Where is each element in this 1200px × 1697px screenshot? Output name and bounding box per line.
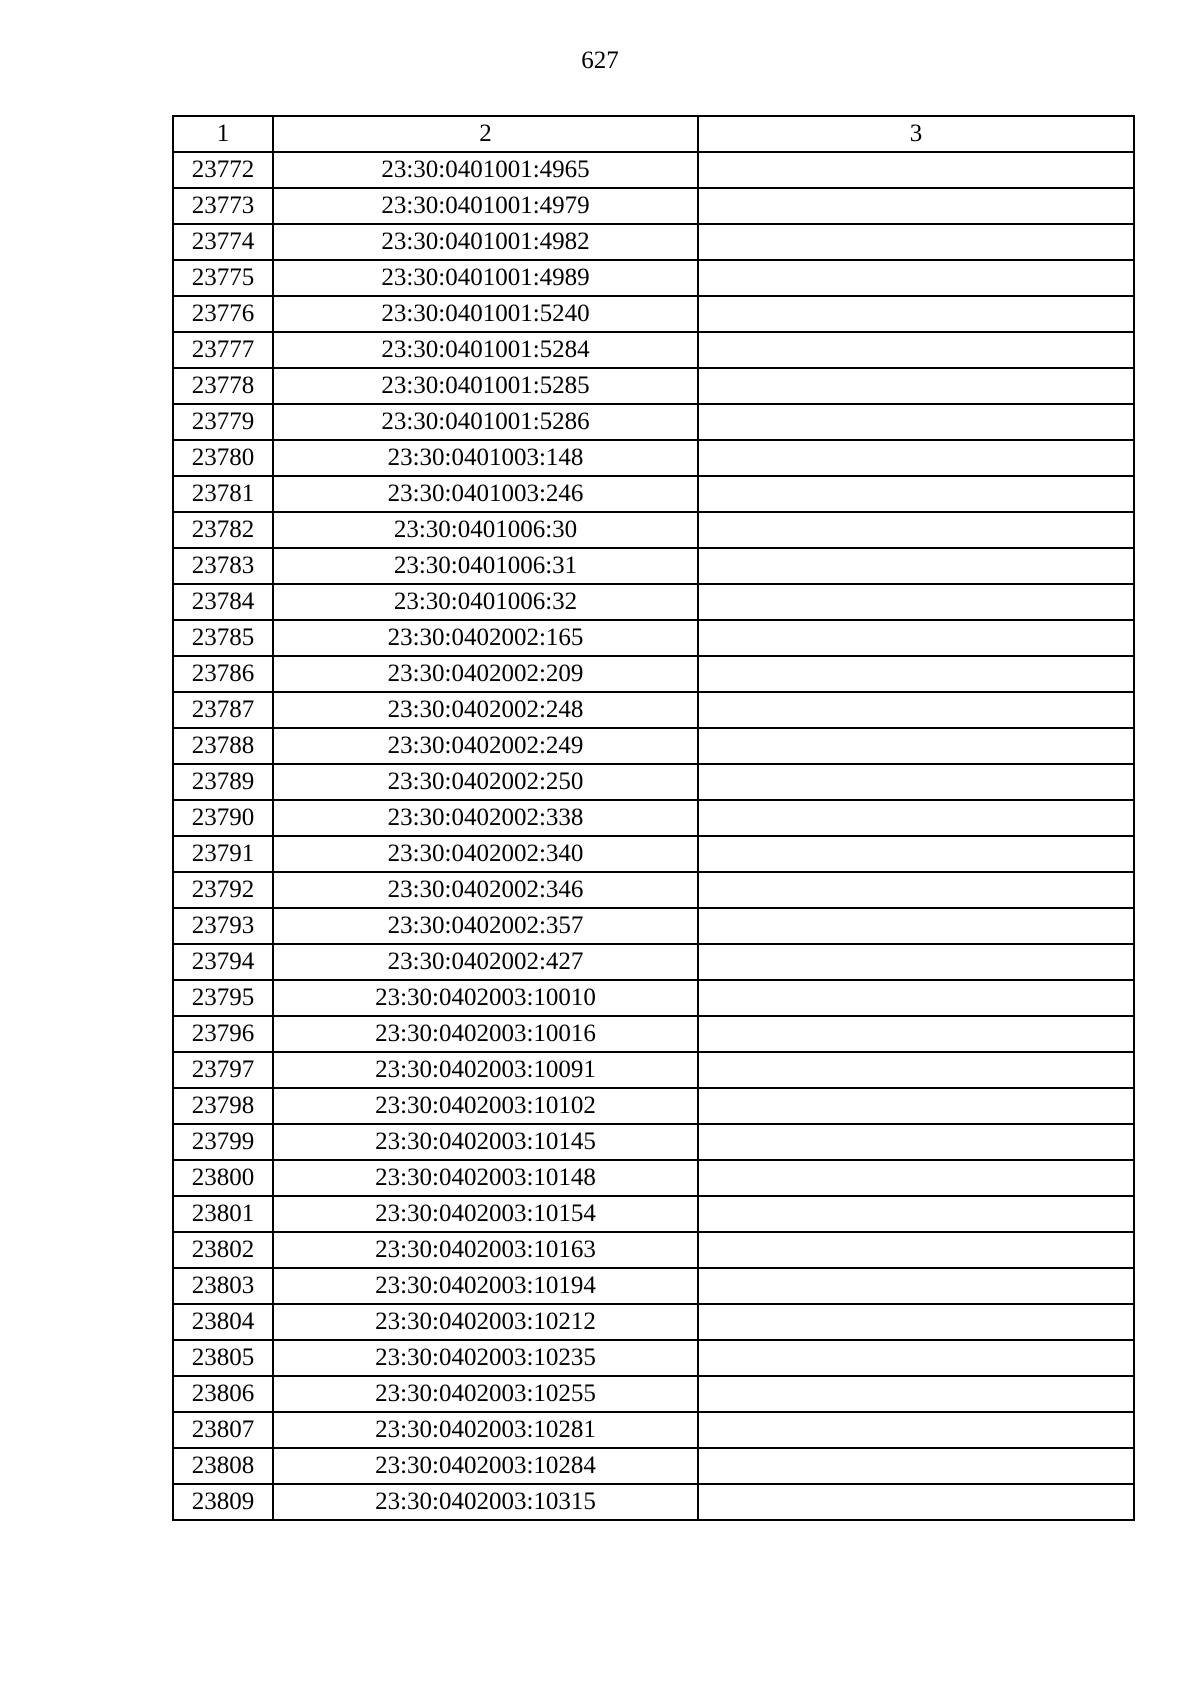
row-number-cell: 23779 [173,404,273,440]
table-row [173,800,1134,836]
cadastral-number-cell: 23:30:0402003:10194 [273,1268,698,1304]
notes-cell [698,1412,1134,1448]
cadastral-number-cell: 23:30:0402003:10163 [273,1232,698,1268]
table-row [173,224,1134,260]
cadastral-number-cell: 23:30:0402003:10212 [273,1304,698,1340]
row-number-cell: 23794 [173,944,273,980]
table-row [173,1232,1134,1268]
table-row [173,980,1134,1016]
notes-cell [698,548,1134,584]
cadastral-number-cell: 23:30:0401001:4965 [273,152,698,188]
notes-cell [698,368,1134,404]
cadastral-number-cell: 23:30:0402002:427 [273,944,698,980]
notes-cell [698,764,1134,800]
table-row [173,512,1134,548]
row-number-cell: 23796 [173,1016,273,1052]
header-cell-1: 1 [173,116,273,152]
cadastral-number-cell: 23:30:0402003:10235 [273,1340,698,1376]
notes-cell [698,872,1134,908]
row-number-cell: 23799 [173,1124,273,1160]
notes-cell [698,980,1134,1016]
cadastral-number-cell: 23:30:0402002:249 [273,728,698,764]
cadastral-number-cell: 23:30:0402002:338 [273,800,698,836]
header-cell-2: 2 [273,116,698,152]
row-number-cell: 23801 [173,1196,273,1232]
notes-cell [698,476,1134,512]
row-number-cell: 23787 [173,692,273,728]
notes-cell [698,1340,1134,1376]
table-row [173,1448,1134,1484]
row-number-cell: 23797 [173,1052,273,1088]
row-number-cell: 23777 [173,332,273,368]
row-number-cell: 23784 [173,584,273,620]
cadastral-number-cell: 23:30:0401006:31 [273,548,698,584]
table-row [173,404,1134,440]
cadastral-number-cell: 23:30:0401001:4989 [273,260,698,296]
notes-cell [698,728,1134,764]
notes-cell [698,1124,1134,1160]
row-number-cell: 23800 [173,1160,273,1196]
cadastral-number-cell: 23:30:0402003:10315 [273,1484,698,1520]
row-number-cell: 23807 [173,1412,273,1448]
notes-cell [698,836,1134,872]
table-row [173,908,1134,944]
notes-cell [698,620,1134,656]
table-row [173,944,1134,980]
row-number-cell: 23775 [173,260,273,296]
notes-cell [698,404,1134,440]
table-row [173,1412,1134,1448]
row-number-cell: 23786 [173,656,273,692]
notes-cell [698,1376,1134,1412]
cadastral-number-cell: 23:30:0402003:10281 [273,1412,698,1448]
table-row [173,188,1134,224]
row-number-cell: 23789 [173,764,273,800]
notes-cell [698,1304,1134,1340]
cadastral-number-cell: 23:30:0401001:4982 [273,224,698,260]
notes-cell [698,584,1134,620]
cadastral-number-cell: 23:30:0402003:10010 [273,980,698,1016]
row-number-cell: 23788 [173,728,273,764]
notes-cell [698,1232,1134,1268]
table-row [173,548,1134,584]
row-number-cell: 23772 [173,152,273,188]
row-number-cell: 23798 [173,1088,273,1124]
cadastral-number-cell: 23:30:0402003:10284 [273,1448,698,1484]
notes-cell [698,296,1134,332]
row-number-cell: 23805 [173,1340,273,1376]
table-row [173,656,1134,692]
cadastral-number-cell: 23:30:0402003:10154 [273,1196,698,1232]
cadastral-number-cell: 23:30:0402002:248 [273,692,698,728]
row-number-cell: 23785 [173,620,273,656]
row-number-cell: 23780 [173,440,273,476]
table-row [173,260,1134,296]
cadastral-number-cell: 23:30:0402003:10016 [273,1016,698,1052]
row-number-cell: 23791 [173,836,273,872]
cadastral-number-cell: 23:30:0401003:246 [273,476,698,512]
table-row [173,872,1134,908]
row-number-cell: 23809 [173,1484,273,1520]
cadastral-number-cell: 23:30:0402003:10145 [273,1124,698,1160]
notes-cell [698,1052,1134,1088]
row-number-cell: 23804 [173,1304,273,1340]
table-row [173,1484,1134,1520]
cadastral-number-cell: 23:30:0402002:340 [273,836,698,872]
row-number-cell: 23792 [173,872,273,908]
table-row [173,368,1134,404]
row-number-cell: 23783 [173,548,273,584]
row-number-cell: 23793 [173,908,273,944]
cadastral-number-cell: 23:30:0402003:10091 [273,1052,698,1088]
table-row [173,1340,1134,1376]
row-number-cell: 23778 [173,368,273,404]
notes-cell [698,332,1134,368]
table-row [173,440,1134,476]
table-row [173,1304,1134,1340]
table-row [173,692,1134,728]
cadastral-number-cell: 23:30:0402002:250 [273,764,698,800]
notes-cell [698,224,1134,260]
cadastral-number-cell: 23:30:0402002:165 [273,620,698,656]
row-number-cell: 23790 [173,800,273,836]
notes-cell [698,1268,1134,1304]
cadastral-number-cell: 23:30:0401006:32 [273,584,698,620]
cadastral-number-cell: 23:30:0401001:5285 [273,368,698,404]
cadastral-number-cell: 23:30:0402003:10148 [273,1160,698,1196]
table-row [173,584,1134,620]
table-row [173,1052,1134,1088]
header-cell-3: 3 [698,116,1134,152]
table-row [173,332,1134,368]
row-number-cell: 23781 [173,476,273,512]
cadastral-number-cell: 23:30:0401001:5286 [273,404,698,440]
notes-cell [698,1016,1134,1052]
cadastral-number-cell: 23:30:0401001:4979 [273,188,698,224]
table-row [173,836,1134,872]
page-number: 627 [581,47,619,74]
notes-cell [698,800,1134,836]
table-row [173,476,1134,512]
row-number-cell: 23782 [173,512,273,548]
row-number-cell: 23803 [173,1268,273,1304]
table-row [173,764,1134,800]
table-row [173,620,1134,656]
cadastral-number-cell: 23:30:0402002:209 [273,656,698,692]
notes-cell [698,512,1134,548]
table-row [173,1016,1134,1052]
table-row [173,728,1134,764]
table-row [173,1376,1134,1412]
notes-cell [698,1448,1134,1484]
table-row [173,1268,1134,1304]
cadastral-number-cell: 23:30:0401001:5284 [273,332,698,368]
table-row [173,1088,1134,1124]
table-row [173,1124,1134,1160]
row-number-cell: 23802 [173,1232,273,1268]
cadastral-number-cell: 23:30:0401006:30 [273,512,698,548]
notes-cell [698,692,1134,728]
cadastral-number-cell: 23:30:0401003:148 [273,440,698,476]
notes-cell [698,260,1134,296]
notes-cell [698,1484,1134,1520]
table-row [173,1160,1134,1196]
notes-cell [698,1160,1134,1196]
notes-cell [698,656,1134,692]
table-row [173,152,1134,188]
notes-cell [698,152,1134,188]
cadastral-number-cell: 23:30:0402002:357 [273,908,698,944]
cadastral-number-cell: 23:30:0401001:5240 [273,296,698,332]
row-number-cell: 23773 [173,188,273,224]
notes-cell [698,1088,1134,1124]
cadastral-number-cell: 23:30:0402002:346 [273,872,698,908]
row-number-cell: 23776 [173,296,273,332]
row-number-cell: 23774 [173,224,273,260]
notes-cell [698,188,1134,224]
cadastral-number-cell: 23:30:0402003:10255 [273,1376,698,1412]
notes-cell [698,908,1134,944]
notes-cell [698,944,1134,980]
row-number-cell: 23795 [173,980,273,1016]
table-row [173,1196,1134,1232]
table-body [173,116,1134,1520]
header-row [173,116,1134,152]
notes-cell [698,440,1134,476]
row-number-cell: 23808 [173,1448,273,1484]
notes-cell [698,1196,1134,1232]
cadastral-table [172,115,1135,1521]
row-number-cell: 23806 [173,1376,273,1412]
table-row [173,296,1134,332]
cadastral-number-cell: 23:30:0402003:10102 [273,1088,698,1124]
